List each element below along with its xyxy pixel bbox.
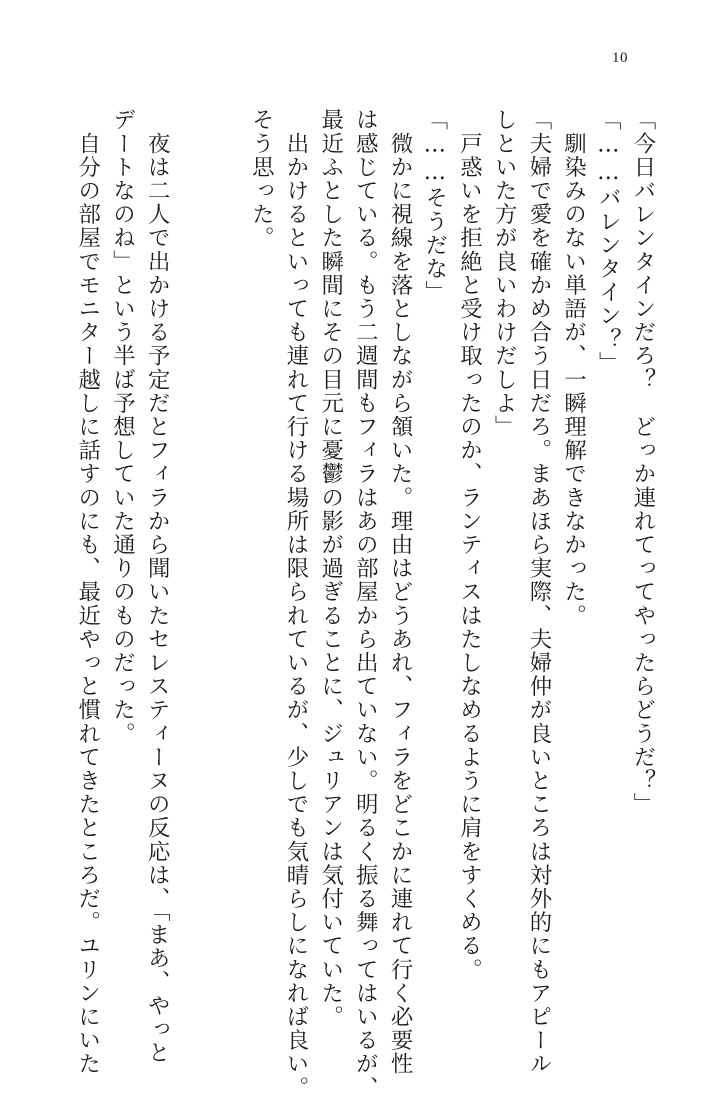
- page-number: 10: [612, 50, 628, 66]
- text-line: 微かに視線を落としながら頷いた。理由はどうあれ、フィラをどこかに連れて行く必要性: [387, 108, 414, 1076]
- text-line: 出かけるといっても連れて行ける場所は限られているが、少しでも気晴らしになれば良い。: [282, 108, 309, 1099]
- text-line: そう思った。: [248, 108, 275, 250]
- text-line: 自分の部屋でモニター越しに話すのにも、最近やっと慣れてきたところだ。ユリンにいた: [74, 108, 101, 1076]
- text-line: は感じている。もう二週間もフィラはあの部屋から出ていない。明るく振る舞ってはいるが、: [352, 108, 379, 1099]
- text-line: しといた方が良いわけだしよ」: [491, 108, 518, 439]
- text-line: 馴染みのない単語が、一瞬理解できなかった。: [560, 108, 587, 628]
- vertical-text-body: [70, 108, 660, 1099]
- text-line: 最近ふとした瞬間にその目元に憂鬱の影が過ぎることに、ジュリアンは気付いていた。: [317, 108, 344, 1029]
- text-line: 「今日バレンタインだろ？ どっか連れてってやったらどうだ？」: [630, 108, 656, 816]
- text-line: 「……バレンタイン？」: [595, 108, 622, 375]
- text-line: 夜は二人で出かける予定だとフィラから聞いたセレスティーヌの反応は、「まあ、やっと: [144, 108, 171, 1065]
- text-line: 「夫婦で愛を確かめ合う日だろ。まあほら実際、夫婦仲が良いところは対外的にもアピール: [525, 108, 552, 1076]
- blank-line: [174, 108, 209, 988]
- text-line: 「……そうだな」: [421, 108, 448, 304]
- text-line: デートなのね」という半ば予想していた通りのものだった。: [109, 108, 136, 746]
- text-line: 戸惑いを拒絶と受け取ったのか、ランティスはたしなめるように肩をすくめる。: [456, 108, 483, 982]
- blank-line: [209, 108, 244, 988]
